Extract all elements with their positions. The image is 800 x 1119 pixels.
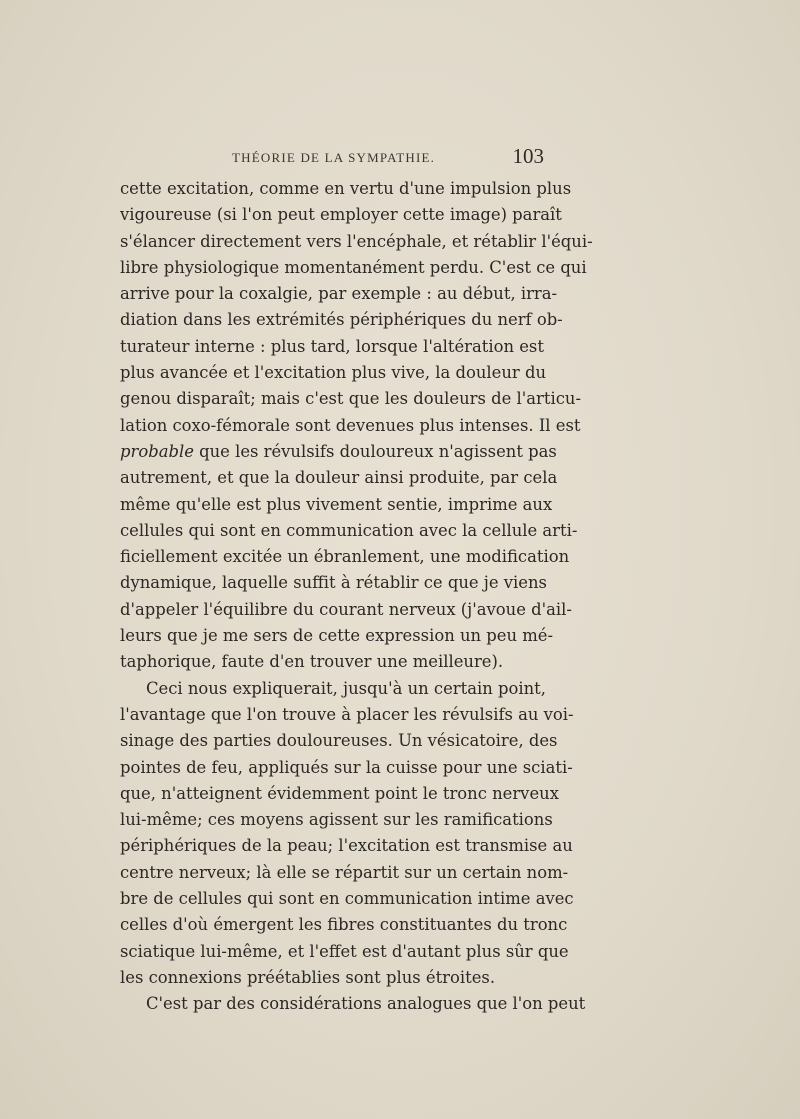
text-line: cette excitation, comme en vertu d'une impulsion plus — [120, 179, 572, 198]
text-line: taphorique, faute d'en trouver une meilleure). — [120, 652, 504, 672]
paragraph-2 — [120, 676, 574, 992]
text-line: périphériques de la peau; l'excitation est transmise au — [120, 836, 573, 856]
paragraph-1 — [120, 176, 593, 676]
text-line: cellules qui sont en communication avec la cellule arti- — [120, 520, 578, 540]
text-line: libre physiologique momentanément perdu. C'est ce qui — [120, 257, 587, 277]
text-line: Ceci nous expliquerait, jusqu'à un certain point, — [146, 678, 546, 698]
text-line: ficiellement excitée un ébranlement, une modification — [120, 547, 570, 567]
text-line: vigoureuse (si l'on peut employer cette image) paraît — [120, 205, 562, 225]
text-line: s'élancer directement vers l'encéphale, et rétablir l'équi- — [120, 231, 593, 251]
text-line: centre nerveux; là elle se répartit sur un certain nom- — [120, 862, 569, 882]
text-line: sciatique lui-même, et l'effet est d'autant plus sûr que — [120, 941, 569, 961]
text-line: genou disparaît; mais c'est que les douleurs de l'articu- — [120, 389, 581, 409]
text-line: plus avancée et l'excitation plus vive, la douleur du — [120, 363, 547, 383]
text-line: les connexions préétablies sont plus étroites. — [120, 967, 496, 987]
body-text — [120, 176, 593, 1018]
running-title: THÉORIE DE LA SYMPATHIE. — [232, 150, 436, 165]
paragraph-3 — [120, 991, 586, 1017]
text-line: bre de cellules qui sont en communication intime avec — [120, 889, 574, 909]
text-line-italic-start: probable que les révulsifs douloureux n'agissent pas — [120, 441, 557, 461]
text-line: pointes de feu, appliqués sur la cuisse pour une sciati- — [120, 757, 573, 777]
text-line: diation dans les extrémités périphériques du nerf ob- — [120, 310, 563, 330]
running-header — [232, 144, 544, 172]
text-line: même qu'elle est plus vivement sentie, imprime aux — [120, 494, 553, 514]
text-line: celles d'où émergent les fibres constituantes du tronc — [120, 915, 568, 935]
text-line: dynamique, laquelle suffit à rétablir ce que je viens — [120, 573, 547, 593]
text-line: turateur interne : plus tard, lorsque l'altération est — [120, 336, 544, 356]
italic-word: probable — [120, 441, 194, 461]
page-number: 103 — [512, 144, 544, 168]
text-line: lation coxo-fémorale sont devenues plus intenses. Il est — [120, 415, 581, 435]
text-line: leurs que je me sers de cette expression un peu mé- — [120, 626, 554, 646]
text-line: arrive pour la coxalgie, par exemple : au début, irra- — [120, 284, 558, 304]
text-line: C'est par des considérations analogues que l'on peut — [146, 994, 586, 1014]
text-line: d'appeler l'équilibre du courant nerveux (j'avoue d'ail- — [120, 599, 572, 619]
text-line: que, n'atteignent évidemment point le tronc nerveux — [120, 783, 559, 803]
text-line: lui-même; ces moyens agissent sur les ramifications — [120, 810, 553, 830]
text-line: l'avantage que l'on trouve à placer les révulsifs au voi- — [120, 704, 574, 724]
text-line: autrement, et que la douleur ainsi produite, par cela — [120, 468, 558, 488]
text-line: sinage des parties douloureuses. Un vésicatoire, des — [120, 731, 558, 751]
